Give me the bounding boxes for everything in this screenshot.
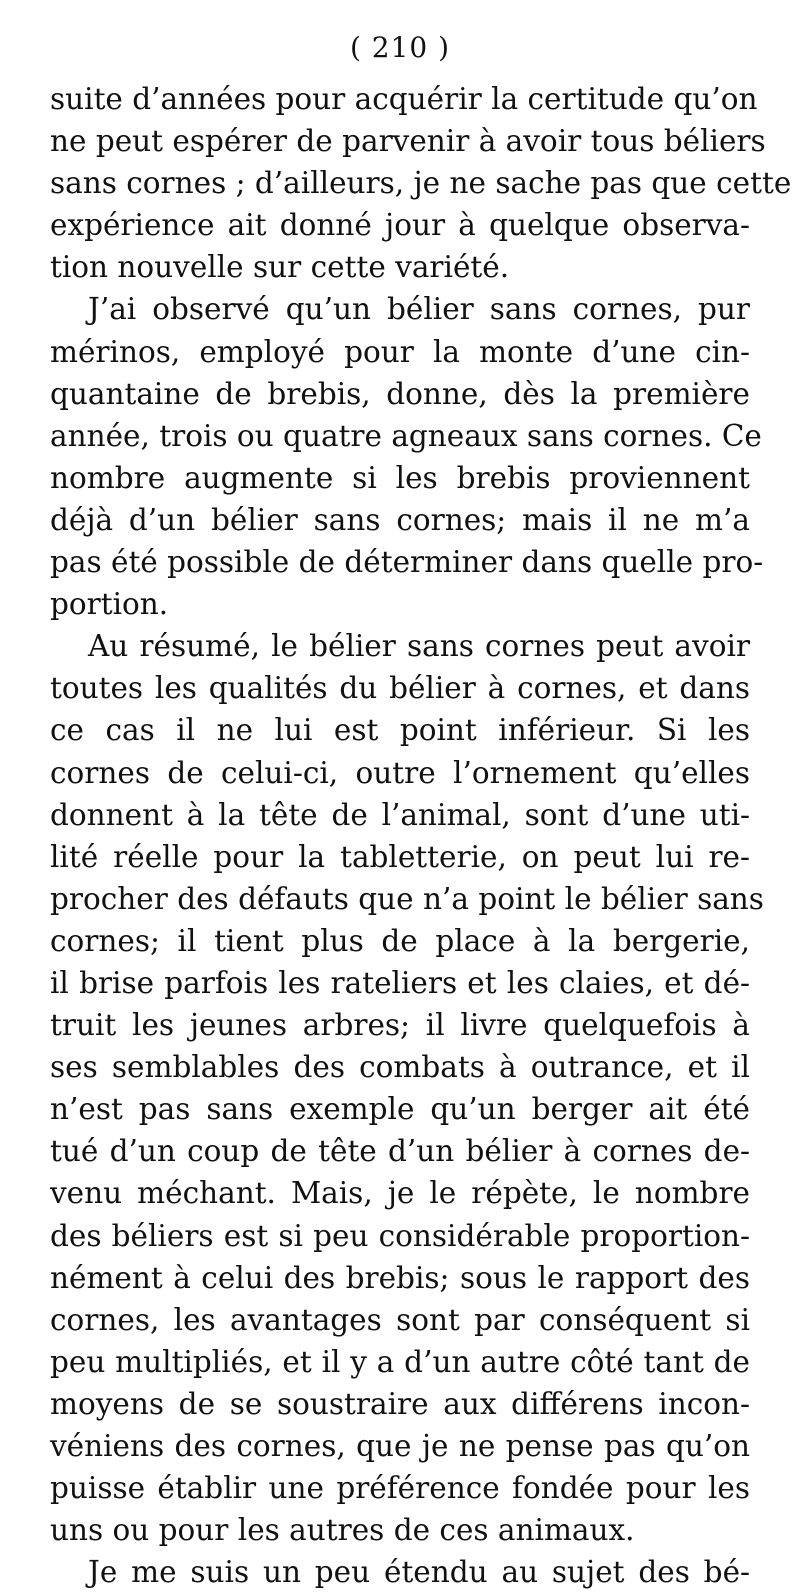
text-line: année, trois ou quatre agneaux sans cornes. Ce bbox=[50, 418, 762, 453]
text-line: tion nouvelle sur cette variété. bbox=[50, 250, 510, 285]
text-line: véniens des cornes, que je ne pense pas qu’on bbox=[50, 1429, 750, 1463]
text-line: toutes les qualités du bélier à cornes, et dans bbox=[50, 671, 750, 706]
text-line: tué d’un coup de tête d’un bélier à cornes de- bbox=[50, 1134, 750, 1169]
text-line: truit les jeunes arbres; il livre quelquefois à bbox=[50, 1008, 750, 1043]
text-line: moyens de se soustraire aux différens incon- bbox=[50, 1386, 750, 1421]
text-line: uns ou pour les autres de ces animaux. bbox=[50, 1513, 635, 1548]
text-line: procher des défauts que n’a point le bélier sans bbox=[50, 881, 764, 916]
text-line: quantaine de brebis, donne, dès la première bbox=[50, 376, 750, 411]
text-line: nément à celui des brebis; sous le rapport des bbox=[50, 1260, 750, 1295]
text-line: n’est pas sans exemple qu’un berger ait été bbox=[50, 1092, 750, 1127]
text-line: cornes; il tient plus de place à la bergerie, bbox=[50, 923, 750, 958]
text-line: pas été possible de déterminer dans quelle pro- bbox=[50, 545, 764, 580]
text-line: cornes de celui-ci, outre l’ornement qu’elles bbox=[50, 755, 750, 790]
text-line: des béliers est si peu considérable proportion- bbox=[50, 1218, 750, 1253]
body-text bbox=[50, 78, 792, 1593]
text-line: lité réelle pour la tabletterie, on peut lui re- bbox=[50, 839, 750, 874]
text-line: il brise parfois les rateliers et les claies, et dé- bbox=[50, 965, 750, 1000]
text-line: suite d’années pour acquérir la certitude qu’on bbox=[50, 82, 758, 116]
text-line: expérience ait donné jour à quelque observa- bbox=[50, 208, 750, 243]
text-line: cornes, les avantages sont par conséquent si bbox=[50, 1302, 750, 1337]
text-line: ne peut espérer de parvenir à avoir tous béliers bbox=[50, 124, 766, 159]
text-line: venu méchant. Mais, je le répète, le nombre bbox=[50, 1176, 750, 1211]
text-line: Au résumé, le bélier sans cornes peut avoir bbox=[88, 629, 750, 664]
text-line: déjà d’un bélier sans cornes; mais il ne m’a bbox=[50, 502, 750, 537]
text-line: J’ai observé qu’un bélier sans cornes, pur bbox=[88, 292, 750, 327]
text-line: nombre augmente si les brebis proviennent bbox=[50, 460, 750, 495]
text-line: ce cas il ne lui est point inférieur. Si les bbox=[50, 713, 750, 748]
text-line: peu multipliés, et il y a d’un autre côté tant de bbox=[50, 1344, 750, 1379]
text-line: Je me suis un peu étendu au sujet des bé- bbox=[88, 1555, 750, 1590]
text-line: ses semblables des combats à outrance, et il bbox=[50, 1050, 750, 1085]
page-number: ( 210 ) bbox=[349, 31, 451, 64]
text-line: sans cornes ; d’ailleurs, je ne sache pas que cette bbox=[50, 166, 792, 201]
text-line: donnent à la tête de l’animal, sont d’une uti- bbox=[50, 797, 750, 832]
text-line: puisse établir une préférence fondée pour les bbox=[50, 1471, 750, 1506]
text-line: mérinos, employé pour la monte d’une cin- bbox=[50, 334, 750, 369]
text-line: portion. bbox=[50, 587, 169, 622]
